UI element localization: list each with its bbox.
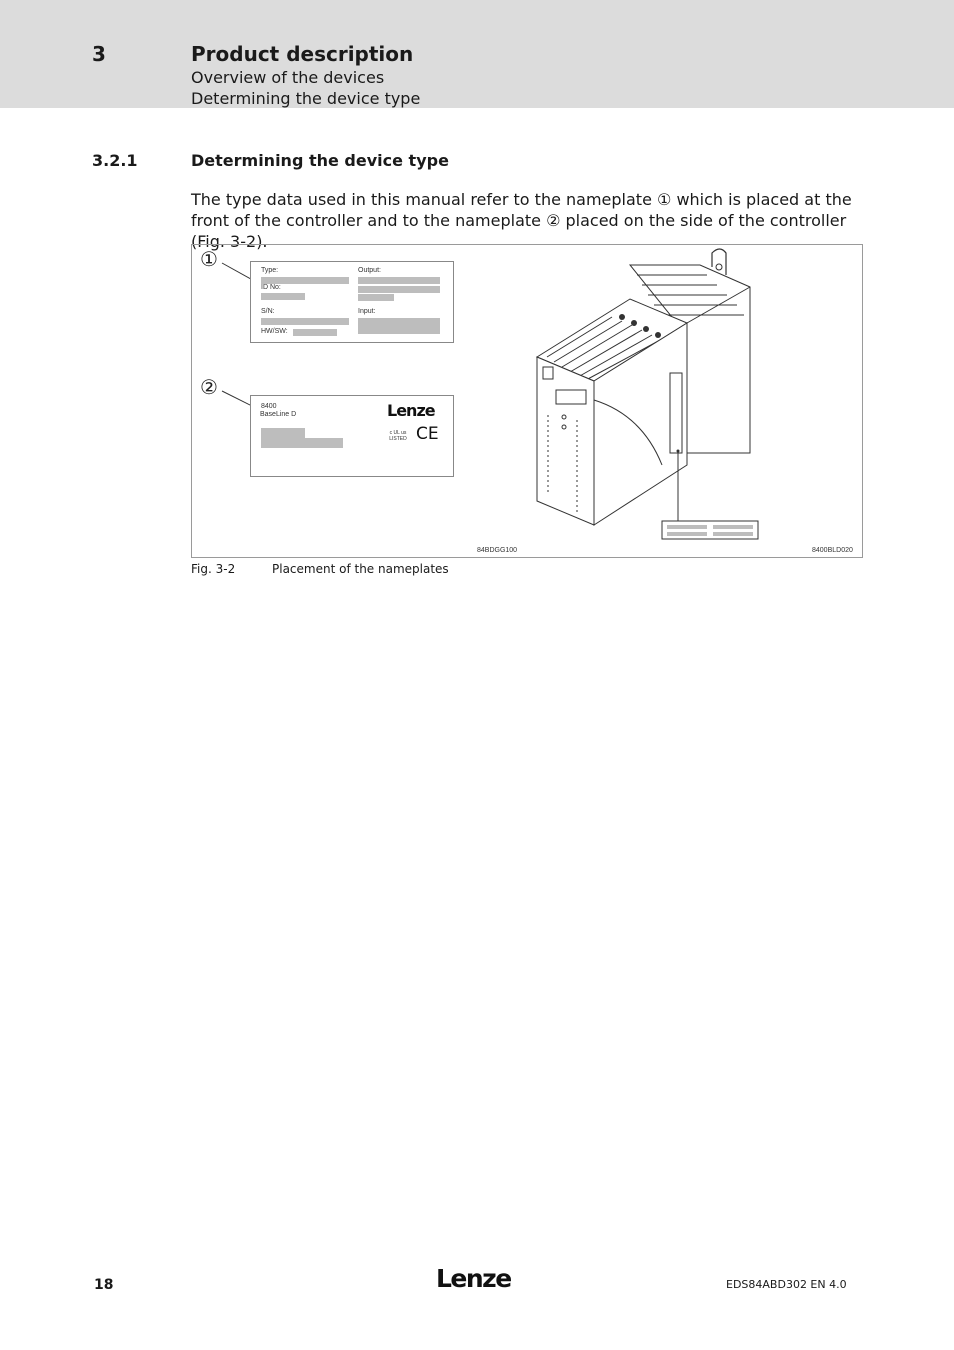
id-value-bar [261, 293, 305, 300]
nameplate-side [250, 395, 454, 477]
ul-listed-mark: c UL us LISTED [389, 430, 407, 442]
sn-value-bar [261, 318, 349, 325]
lenze-logo-small: Lenze [387, 401, 435, 420]
lenze-logo: Lenze [436, 1264, 511, 1293]
header-band [0, 0, 954, 108]
header-subtitle-device-type: Determining the device type [191, 89, 421, 108]
output-value-bar-1 [358, 277, 440, 284]
page-number: 18 [94, 1277, 114, 1293]
variant-label: BaseLine D [260, 411, 297, 418]
ce-mark: CE [416, 424, 439, 444]
figure-code-left: 84BDGG100 [477, 547, 518, 554]
input-label: Input: [358, 308, 376, 315]
sn-label: S/N: [261, 308, 275, 315]
model-label: 8400 [261, 403, 277, 410]
side-value-bar-2 [261, 438, 343, 448]
output-value-bar-2 [358, 286, 440, 293]
figure-nameplates [191, 244, 863, 558]
chapter-number: 3 [92, 42, 106, 66]
id-label: ID No: [261, 284, 281, 291]
output-value-bar-3 [358, 294, 394, 301]
body-paragraph: The type data used in this manual refer to the nameplate ① which is placed at the front of the controller and to the nameplate ② placed on the side of the controller (Fig. 3-2). [191, 190, 852, 251]
hwsw-label: HW/SW: [261, 328, 288, 335]
figure-caption-label: Fig. 3-2 [191, 562, 236, 576]
nameplate-front [250, 261, 454, 343]
type-label: Type: [261, 267, 279, 274]
figure-code-right: 8400BLD020 [812, 547, 853, 554]
hwsw-value-bar [293, 329, 337, 336]
document-id: EDS84ABD302 EN 4.0 [726, 1278, 847, 1291]
chapter-title: Product description [191, 42, 414, 66]
side-value-bar-1 [261, 428, 305, 438]
output-label: Output: [358, 267, 381, 274]
input-value-bar [358, 318, 440, 334]
type-value-bar [261, 277, 349, 284]
section-title: Determining the device type [191, 151, 449, 170]
marker-1: ① [200, 247, 218, 271]
figure-caption-text: Placement of the nameplates [272, 562, 449, 576]
header-subtitle-overview: Overview of the devices [191, 68, 385, 87]
marker-2: ② [200, 375, 218, 399]
section-number: 3.2.1 [92, 151, 138, 170]
